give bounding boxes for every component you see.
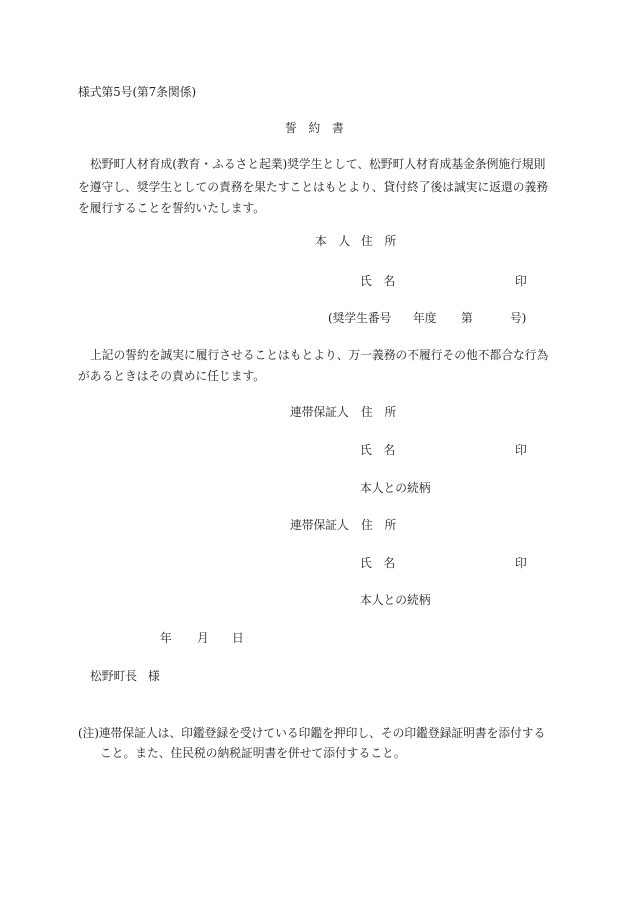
student-number-label: (奨学生番号 [328,311,392,325]
student-number-suffix: 号) [510,311,527,325]
guarantor-address-label: 住 所 [361,405,397,419]
pledge-line: 松野町人材育成(教育・ふるさと起業)奨学生として、松野町人材育成基金条例施行規則 [90,157,546,171]
guarantor-seal-mark: 印 [515,556,527,570]
addressee-honorific: 様 [148,669,160,683]
pledge-line: を遵守し、奨学生としての責務を果たすことはもとより、貸付終了後は誠実に返還の義務 [78,180,548,194]
pledge-line: を履行することを誓約いたします。 [78,201,266,215]
guarantor-label: 連帯保証人 [290,405,349,419]
guarantor-name-label: 氏 名 [360,556,396,570]
student-number-year-unit: 年度 [413,311,437,325]
date-day-unit: 日 [232,631,244,645]
guarantor-address-label: 住 所 [361,518,397,532]
guarantor-name-label: 氏 名 [360,443,396,457]
form-number: 様式第5号(第7条関係) [78,85,197,99]
guarantor-relationship-label: 本人との続柄 [360,593,431,607]
guarantor-relationship-label: 本人との続柄 [360,481,431,495]
principal-label: 本 人 [315,234,351,248]
principal-seal-mark: 印 [515,274,527,288]
guarantor-seal-mark: 印 [515,443,527,457]
guarantee-line: があるときはその責めに任じます。 [78,369,266,383]
principal-name-label: 氏 名 [360,274,396,288]
document-title: 誓 約 書 [285,121,344,135]
principal-address-label: 住 所 [361,234,397,248]
note-line: こと。また、住民税の納税証明書を併せて添付すること。 [100,746,406,760]
addressee-name: 松野町長 [90,669,137,683]
date-month-unit: 月 [197,631,209,645]
guarantee-line: 上記の誓約を誠実に履行させることはもとより、万一義務の不履行その他不都合な行為 [90,348,549,362]
guarantor-label: 連帯保証人 [290,518,349,532]
date-year-unit: 年 [160,631,172,645]
note-line: (注)連帯保証人は、印鑑登録を受けている印鑑を押印し、その印鑑登録証明書を添付する [78,726,546,740]
student-number-prefix: 第 [461,311,473,325]
